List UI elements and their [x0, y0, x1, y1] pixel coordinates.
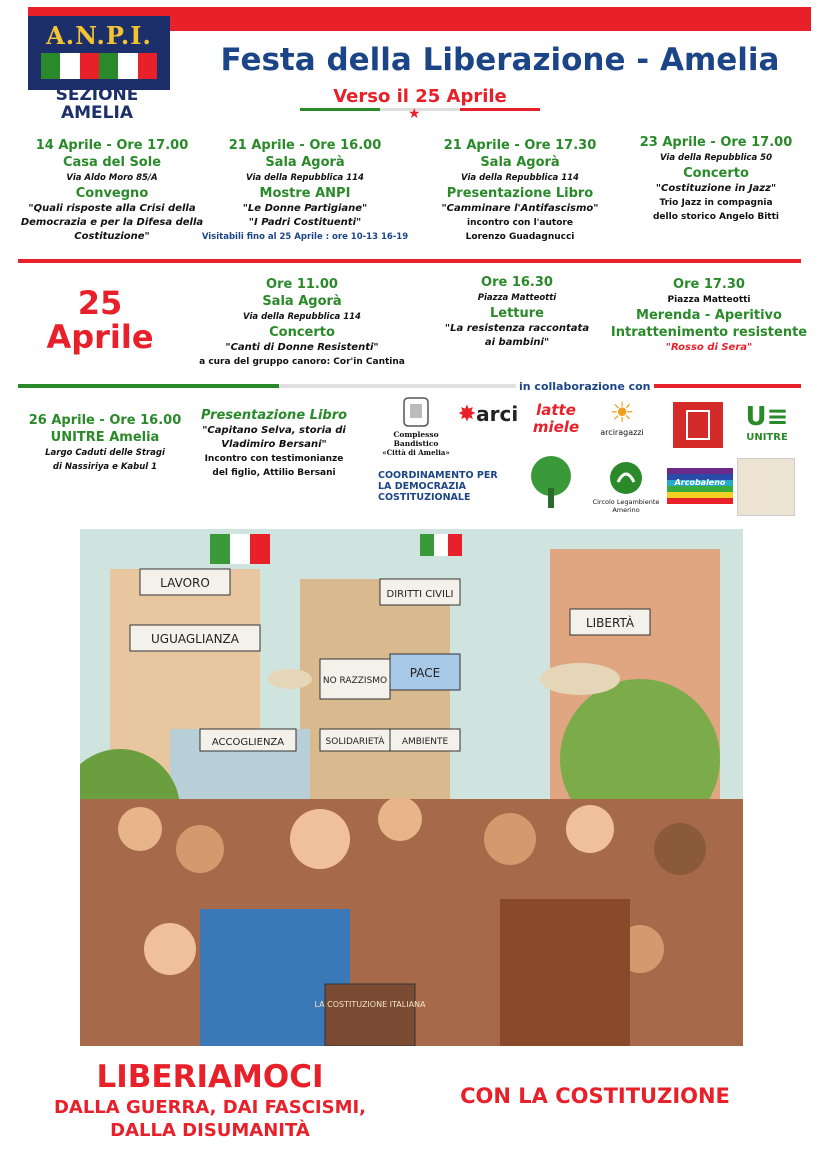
partner-rete-logo — [673, 402, 723, 448]
event-time: Ore 17.30 — [673, 277, 745, 292]
tree-logo — [524, 452, 578, 512]
partner-arciragazzi — [594, 398, 650, 450]
event-desc: "Quali risposte alla Crisi della Democrazia e per la Difesa della Costituzione" — [20, 203, 204, 242]
event-when: 21 Aprile - Ore 16.00 — [228, 138, 382, 153]
italian-flag-stripes — [41, 53, 157, 79]
event-desc: "La resistenza raccontata ai bambini" — [444, 323, 590, 348]
event-desc2: "I Padri Costituenti" — [248, 217, 362, 228]
event-type: Letture — [489, 306, 544, 321]
event-type2: Intrattenimento resistente — [610, 325, 808, 340]
event-21-aprile-mostre — [195, 137, 415, 244]
partner-name: UNITRE — [746, 432, 788, 443]
book-title: LA COSTITUZIONE ITALIANA — [314, 1000, 426, 1009]
event-time: Ore 16.30 — [481, 275, 553, 290]
event-type: Convegno — [75, 186, 149, 201]
crowd-illustration — [80, 529, 743, 1046]
logo-sub-line2: AMELIA — [60, 103, 133, 123]
event-26-aprile-libro — [192, 407, 356, 480]
april25-event-1630 — [440, 274, 594, 350]
sun-icon: ☀ — [609, 396, 635, 429]
banner-text: UGUAGLIANZA — [150, 632, 240, 646]
anpi-logo — [26, 16, 168, 124]
april25-month: Aprile — [46, 318, 154, 356]
partner-name: arci — [476, 402, 519, 426]
event-desc2: Vladimiro Bersani" — [221, 439, 327, 450]
anpi-logo-box — [28, 16, 170, 90]
divider-2-tricolor — [18, 384, 801, 388]
slogan-right: CON LA COSTITUZIONE — [460, 1084, 730, 1108]
april25-event-1100 — [192, 276, 412, 369]
event-time: Ore 11.00 — [266, 277, 338, 292]
event-type: Concerto — [683, 166, 749, 181]
event-when: 14 Aprile - Ore 17.00 — [35, 138, 189, 153]
banner-text: LIBERTÀ — [585, 616, 635, 630]
event-type: Mostre ANPI — [259, 186, 351, 201]
event-place: Casa del Sole — [62, 155, 162, 170]
banner-text: ACCOGLIENZA — [211, 737, 285, 748]
event-address: Via della Repubblica 114 — [243, 312, 361, 322]
partner-name: COORDINAMENTO PER LA DEMOCRAZIA COSTITUZIONALE — [378, 470, 498, 503]
event-desc2: a cura del gruppo canoro: Cor'in Cantina — [199, 357, 405, 367]
rete-icon — [686, 410, 710, 440]
april25-day: 25 — [77, 284, 123, 322]
partner-name: latte miele — [532, 401, 580, 436]
event-when: 21 Aprile - Ore 17.30 — [443, 138, 597, 153]
page-title: Festa della Liberazione - Amelia — [220, 42, 780, 78]
event-desc3: Lorenzo Guadagnucci — [465, 232, 575, 242]
event-place: Piazza Matteotti — [667, 295, 751, 305]
event-address1: Largo Caduti delle Stragi — [45, 448, 165, 458]
event-address: Via Aldo Moro 85/A — [66, 173, 158, 183]
event-address: Via della Repubblica 114 — [246, 173, 364, 183]
event-place: Sala Agorà — [480, 155, 560, 170]
logo-subtitle — [26, 86, 168, 122]
april25-heading — [40, 286, 160, 354]
event-note: Visitabili fino al 25 Aprile : ore 10-13 16-19 — [201, 232, 409, 242]
page-subtitle: Verso il 25 Aprile — [333, 86, 507, 107]
star-icon: ★ — [408, 106, 421, 122]
collab-label: in collaborazione con — [516, 380, 654, 393]
banner-text: DIRITTI CIVILI — [386, 589, 454, 600]
event-desc3: Incontro con testimonianze — [204, 454, 344, 464]
event-type: Presentazione Libro — [446, 186, 594, 201]
event-desc1: "Costituzione in Jazz" — [655, 183, 777, 194]
partner-cdc — [378, 470, 508, 510]
banner-text: AMBIENTE — [401, 737, 449, 747]
event-21-aprile-libro — [422, 137, 618, 244]
band-seal-icon — [396, 396, 436, 428]
partner-sub: «Città di Amelia» — [382, 448, 450, 457]
event-desc1: "Capitano Selva, storia di — [202, 425, 346, 436]
slogan-line3: DALLA DISUMANITÀ — [110, 1120, 310, 1141]
event-desc4: del figlio, Attilio Bersani — [212, 468, 336, 478]
slogan-main: LIBERIAMOCI — [96, 1059, 324, 1095]
event-place: UNITRE Amelia — [50, 430, 160, 445]
unitre-icon: U≡ — [745, 402, 789, 432]
divider-1 — [18, 259, 801, 263]
event-type1: Merenda - Aperitivo — [636, 308, 782, 323]
event-desc3: dello storico Angelo Bitti — [652, 212, 779, 222]
april25-event-1730 — [602, 276, 816, 355]
event-when: 23 Aprile - Ore 17.00 — [639, 135, 793, 150]
banner-text: SOLIDARIETÀ — [325, 737, 385, 747]
event-place: Piazza Matteotti — [477, 293, 557, 303]
event-place: Sala Agorà — [265, 155, 345, 170]
event-when: 26 Aprile - Ore 16.00 — [28, 413, 182, 428]
partner-name: Circolo Legambiente Amerino — [592, 498, 660, 514]
event-type: Presentazione Libro — [200, 408, 348, 423]
event-23-aprile — [618, 134, 814, 224]
logo-sub-line1: SEZIONE — [55, 85, 139, 105]
partner-unitre — [738, 402, 796, 448]
illustration — [80, 529, 743, 1046]
banner-text: LAVORO — [160, 576, 210, 590]
ferma-amelia-logo — [737, 458, 795, 516]
arci-star-icon: ✸ — [457, 402, 477, 427]
event-place: Sala Agorà — [262, 294, 342, 309]
partner-name: Arcobaleno — [674, 478, 726, 487]
logo-text: A.N.P.I. — [46, 21, 152, 50]
event-desc2: Trio Jazz in compagnia — [659, 198, 773, 208]
event-14-aprile — [14, 137, 210, 244]
event-desc: "Rosso di Sera" — [665, 342, 753, 353]
event-desc1: "Le Donne Partigiane" — [242, 203, 368, 214]
partner-name: Complesso Bandistico — [393, 430, 439, 448]
partner-legambiente — [584, 460, 668, 512]
event-desc2: incontro con l'autore — [467, 218, 573, 228]
partner-latte-miele — [526, 402, 586, 442]
event-desc1: "Canti di Donne Resistenti" — [225, 342, 379, 353]
partner-name: arciragazzi — [600, 428, 644, 437]
event-type: Concerto — [269, 325, 335, 340]
banner-text: PACE — [409, 666, 441, 680]
partner-arcobaleno — [667, 468, 733, 504]
tree-icon — [524, 452, 578, 512]
event-desc1: "Camminare l'Antifascismo" — [441, 203, 599, 214]
partner-complesso-bandistico — [374, 396, 458, 458]
event-26-aprile — [20, 412, 190, 474]
slogan-line2: DALLA GUERRA, DAI FASCISMI, — [53, 1097, 367, 1118]
legambiente-icon — [608, 460, 644, 496]
event-address: Via della Repubblica 50 — [660, 153, 772, 163]
banner-text: NO RAZZISMO — [322, 676, 388, 686]
event-address2: di Nassiriya e Kabul 1 — [52, 462, 158, 472]
event-address: Via della Repubblica 114 — [461, 173, 579, 183]
partner-arci — [456, 402, 520, 442]
